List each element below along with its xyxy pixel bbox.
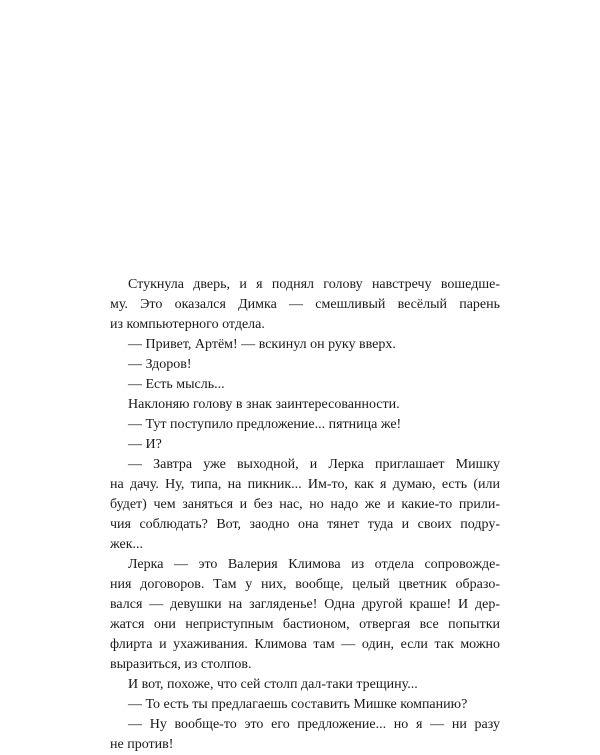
text-line: не против! bbox=[110, 737, 174, 752]
text-line: — Есть мысль... bbox=[128, 377, 225, 392]
text-line: му. Это оказался Димка — смешливый весёлый парень bbox=[110, 297, 500, 312]
text-line: — Тут поступило предложение... пятница же! bbox=[128, 417, 402, 432]
text-line: из компьютерного отдела. bbox=[110, 317, 265, 332]
text-line: И вот, похоже, что сей столп дал-таки трещину... bbox=[128, 677, 418, 692]
body-text bbox=[110, 275, 500, 755]
text-line: жек... bbox=[110, 537, 144, 552]
text-line: — То есть ты предлагаешь составить Мишке компанию? bbox=[128, 697, 468, 712]
text-line: будет) чем заняться и без нас, но надо же и какие-то прили- bbox=[110, 497, 500, 512]
text-line: ния договоров. Там у них, вообще, целый цветник образо- bbox=[110, 577, 500, 592]
text-line: — Ну вообще-то это его предложение... но я — ни разу bbox=[128, 717, 500, 732]
text-line: — Завтра уже выходной, и Лерка приглашает Мишку bbox=[128, 457, 500, 472]
text-line: Наклоняю голову в знак заинтересованности. bbox=[128, 397, 400, 412]
text-line: чия соблюдать? Вот, заодно она тянет туда и своих подру- bbox=[110, 517, 500, 532]
text-line: — И? bbox=[128, 437, 162, 452]
text-line: Лерка — это Валерия Климова из отдела сопровожде- bbox=[128, 557, 500, 572]
text-line: флирта и ухаживания. Климова там — один, если так можно bbox=[110, 637, 500, 652]
text-line: жатся они неприступным бастионом, отвергая все попытки bbox=[110, 617, 500, 632]
text-line: на дачу. Ну, типа, на пикник... Им-то, как я думаю, есть (или bbox=[110, 477, 500, 492]
text-line: выразиться, из столпов. bbox=[110, 657, 252, 672]
text-line: — Привет, Артём! — вскинул он руку вверх. bbox=[128, 337, 396, 352]
text-line: — Здоров! bbox=[128, 357, 192, 372]
text-line: вался — девушки на загляденье! Одна другой краше! И дер- bbox=[110, 597, 500, 612]
text-line: Стукнула дверь, и я поднял голову навстречу вошедше- bbox=[128, 277, 500, 292]
